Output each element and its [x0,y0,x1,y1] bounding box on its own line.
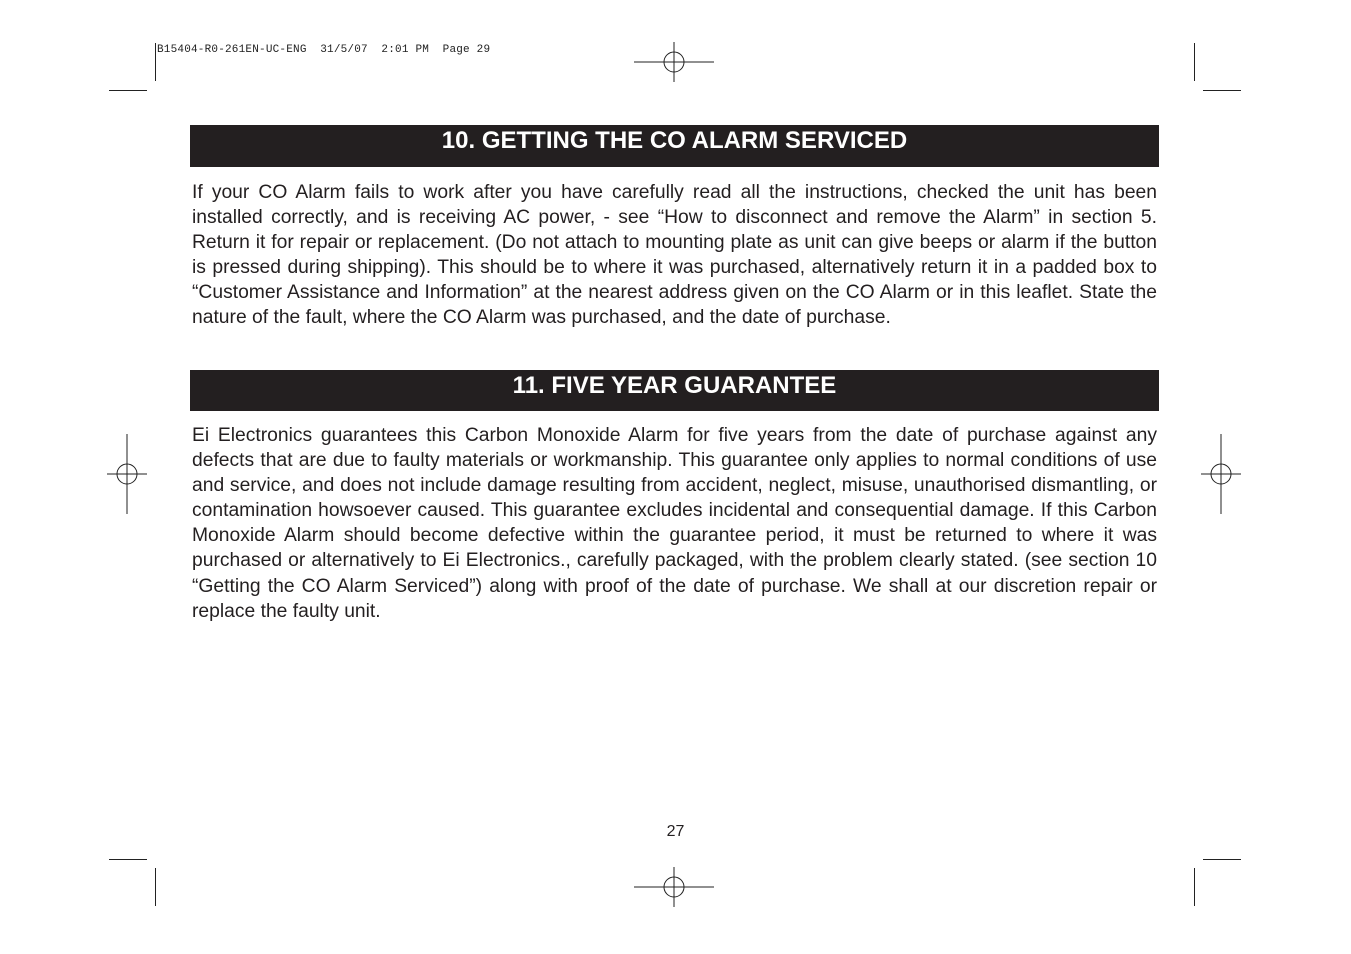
section-11-body: Ei Electronics guarantees this Carbon Monoxide Alarm for five years from the date of purchase against any defects that are due to faulty materials or workmanship. This guarantee only applies to normal conditions of use and service, and does not include damage resulting from accident, neglect, misuse, unauthorised dismantling, or contamination howsoever caused. This guarantee excludes incidental and consequential damage. If this Carbon Monoxide Alarm should become defective within the guarantee period, it must be returned to where it was purchased or alternatively to Ei Electronics., carefully packaged, with the problem clearly stated. (see section 10 “Getting the CO Alarm Serviced”) along with proof of the date of purchase. We shall at our discretion repair or replace the faulty unit. [192,425,1157,622]
print-slug: B15404-R0-261EN-UC-ENG 31/5/07 2:01 PM Page 29 [157,44,491,56]
page-number: 27 [666,823,685,840]
section-11-heading: 11. FIVE YEAR GUARANTEE [512,372,837,399]
section-10-body: If your CO Alarm fails to work after you have carefully read all the instructions, checked the unit has been installed correctly, and is receiving AC power, - see “How to disconnect and remove the Alarm” in section 5. Return it for repair or replacement. (Do not attach to mounting plate as unit can give beeps or alarm if the button is pressed during shipping). This should be to where it was purchased, alternatively return it in a padded box to “Customer Assistance and Information” at the nearest address given on the CO Alarm or in this leaflet. State the nature of the fault, where the CO Alarm was purchased, and the date of purchase. [192,182,1157,329]
crop-mark-bottom-left-vertical [155,868,156,906]
crop-mark-top-left-horizontal [109,90,147,91]
crop-mark-top-right-horizontal [1203,90,1241,91]
section-10-heading: 10. GETTING THE CO ALARM SERVICED [441,127,908,154]
crop-mark-bottom-left-horizontal [109,859,147,860]
section-11-heading-bar [190,370,1159,411]
crop-mark-bottom-right-horizontal [1203,859,1241,860]
crop-mark-top-left-vertical [155,43,156,81]
section-10-heading-bar [190,125,1159,167]
registration-mark-left-icon [107,434,147,514]
registration-mark-top-icon [634,42,714,82]
registration-mark-bottom-icon [634,867,714,907]
crop-mark-bottom-right-vertical [1194,868,1195,906]
crop-mark-top-right-vertical [1194,43,1195,81]
registration-mark-right-icon [1201,434,1241,514]
